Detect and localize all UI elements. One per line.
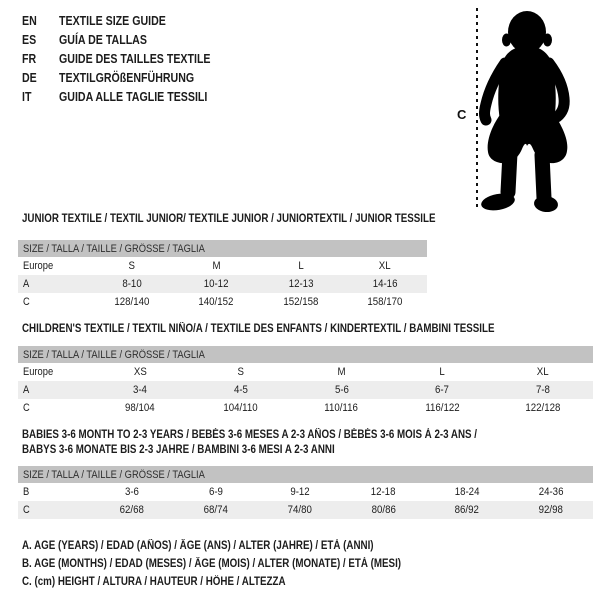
row-label: B bbox=[23, 486, 30, 498]
table-row bbox=[18, 399, 593, 417]
language-title: GUIDA ALLE TAGLIE TESSILI bbox=[59, 89, 208, 104]
table-cell: 104/110 bbox=[223, 402, 259, 414]
table-cell: 10-12 bbox=[203, 278, 229, 290]
table-cell: 9-12 bbox=[289, 486, 310, 498]
table-cell: 74/80 bbox=[287, 504, 312, 516]
language-row bbox=[22, 30, 237, 49]
col-header-cell: S bbox=[128, 260, 136, 272]
table-cell: 86/92 bbox=[455, 504, 480, 516]
size-header-label: SIZE / TALLA / TAILLE / GRÖSSE / TAGLIA bbox=[23, 242, 205, 255]
table-cell: 80/86 bbox=[371, 504, 396, 516]
children-table-title: CHILDREN'S TEXTILE / TEXTIL NIÑO/A / TEXTILE DES ENFANTS / KINDERTEXTIL / BAMBINI TESSILE bbox=[22, 323, 495, 335]
col-header-cell: XL bbox=[378, 260, 391, 272]
table-row bbox=[18, 363, 593, 381]
note-age-years: A. AGE (YEARS) / EDAD (AÑOS) / ÂGE (ANS) / ALTER (JAHRE) / ETÀ (ANNI) bbox=[22, 540, 374, 552]
language-title: GUÍA DE TALLAS bbox=[59, 32, 147, 47]
baby-leg-left bbox=[508, 153, 510, 192]
baby-ear-left bbox=[502, 34, 511, 47]
row-label: Europe bbox=[23, 366, 54, 378]
col-header-cell: XL bbox=[536, 366, 549, 378]
size-header-bar bbox=[18, 240, 427, 257]
size-header-bar bbox=[18, 346, 593, 363]
baby-ear-right bbox=[543, 34, 552, 47]
table-cell: 62/68 bbox=[119, 504, 145, 516]
table-cell: 6-7 bbox=[435, 384, 450, 396]
size-header-bar bbox=[18, 466, 593, 483]
children-size-table bbox=[18, 346, 593, 417]
table-cell: 24-36 bbox=[538, 486, 564, 498]
table-row bbox=[18, 501, 593, 519]
babies-size-table bbox=[18, 466, 593, 519]
babies-table-title: BABIES 3-6 MONTH TO 2-3 YEARS / BEBÉS 3-6 MESES A 2-3 AÑOS / BÉBÉS 3-6 MOIS À 2-3 ANS / BABYS 3-6 MONATE BIS 2-3 JAHRE / BAMBINI 3-6 MESI A 2-3 ANNI bbox=[22, 429, 478, 456]
table-row bbox=[18, 293, 427, 311]
table-cell: 3-4 bbox=[133, 384, 148, 396]
table-row bbox=[18, 483, 593, 501]
table-cell: 7-8 bbox=[535, 384, 550, 396]
table-cell: 158/170 bbox=[367, 296, 403, 308]
language-row bbox=[22, 68, 237, 87]
table-cell: 5-6 bbox=[334, 384, 349, 396]
table-cell: 128/140 bbox=[114, 296, 150, 308]
table-cell: 12-13 bbox=[288, 278, 313, 290]
table-row bbox=[18, 275, 427, 293]
language-title-list bbox=[22, 11, 237, 106]
language-code: FR bbox=[22, 51, 37, 66]
col-header-cell: M bbox=[212, 260, 221, 272]
table-cell: 122/128 bbox=[525, 402, 561, 414]
table-row bbox=[18, 257, 427, 275]
note-age-months: B. AGE (MONTHS) / EDAD (MESES) / ÂGE (MOIS) / ALTER (MONATE) / ETÀ (MESI) bbox=[22, 558, 402, 570]
table-cell: 68/74 bbox=[203, 504, 228, 516]
table-cell: 12-18 bbox=[371, 486, 396, 498]
note-height-cm: C. (cm) HEIGHT / ALTURA / HAUTEUR / HÖHE / ALTEZZA bbox=[22, 576, 286, 588]
junior-size-table bbox=[18, 240, 427, 311]
col-header-cell: L bbox=[439, 366, 445, 378]
table-cell: 140/152 bbox=[198, 296, 234, 308]
col-header-cell: S bbox=[237, 366, 245, 378]
language-title: TEXTILE SIZE GUIDE bbox=[59, 13, 166, 28]
language-code: ES bbox=[22, 32, 37, 47]
row-label: A bbox=[23, 278, 30, 290]
size-header-label: SIZE / TALLA / TAILLE / GRÖSSE / TAGLIA bbox=[23, 468, 205, 481]
row-label: A bbox=[23, 384, 30, 396]
language-title: TEXTILGRÖßENFÜHRUNG bbox=[59, 70, 195, 85]
baby-shorts bbox=[488, 112, 568, 163]
table-cell: 3-6 bbox=[124, 486, 139, 498]
row-label: C bbox=[23, 402, 30, 414]
table-cell: 4-5 bbox=[233, 384, 248, 396]
language-code: EN bbox=[22, 13, 37, 28]
row-label: C bbox=[23, 504, 30, 516]
row-label: C bbox=[23, 296, 30, 308]
junior-table-title: JUNIOR TEXTILE / TEXTIL JUNIOR/ TEXTILE JUNIOR / JUNIORTEXTIL / JUNIOR TESSILE bbox=[22, 213, 436, 225]
language-code: DE bbox=[22, 70, 37, 85]
table-cell: 6-9 bbox=[208, 486, 223, 498]
table-cell: 110/116 bbox=[324, 402, 359, 414]
col-header-cell: L bbox=[297, 260, 304, 272]
table-cell: 8-10 bbox=[122, 278, 142, 290]
language-row bbox=[22, 49, 237, 68]
language-row bbox=[22, 87, 237, 106]
row-label: Europe bbox=[23, 260, 54, 272]
measure-label-c: C bbox=[457, 107, 467, 122]
baby-leg-right bbox=[542, 155, 544, 198]
table-cell: 152/158 bbox=[283, 296, 319, 308]
table-cell: 116/122 bbox=[424, 402, 460, 414]
baby-silhouette-figure bbox=[430, 0, 600, 230]
col-header-cell: XS bbox=[133, 366, 147, 378]
size-header-label: SIZE / TALLA / TAILLE / GRÖSSE / TAGLIA bbox=[23, 348, 205, 361]
table-cell: 18-24 bbox=[454, 486, 480, 498]
language-code: IT bbox=[22, 89, 32, 104]
language-title: GUIDE DES TAILLES TEXTILE bbox=[59, 51, 211, 66]
baby-silhouette bbox=[480, 11, 567, 213]
language-row bbox=[22, 11, 237, 30]
table-cell: 92/98 bbox=[538, 504, 564, 516]
table-cell: 14-16 bbox=[372, 278, 398, 290]
col-header-cell: M bbox=[337, 366, 346, 378]
table-cell: 98/104 bbox=[125, 402, 156, 414]
table-row bbox=[18, 381, 593, 399]
legend-notes bbox=[22, 537, 468, 591]
